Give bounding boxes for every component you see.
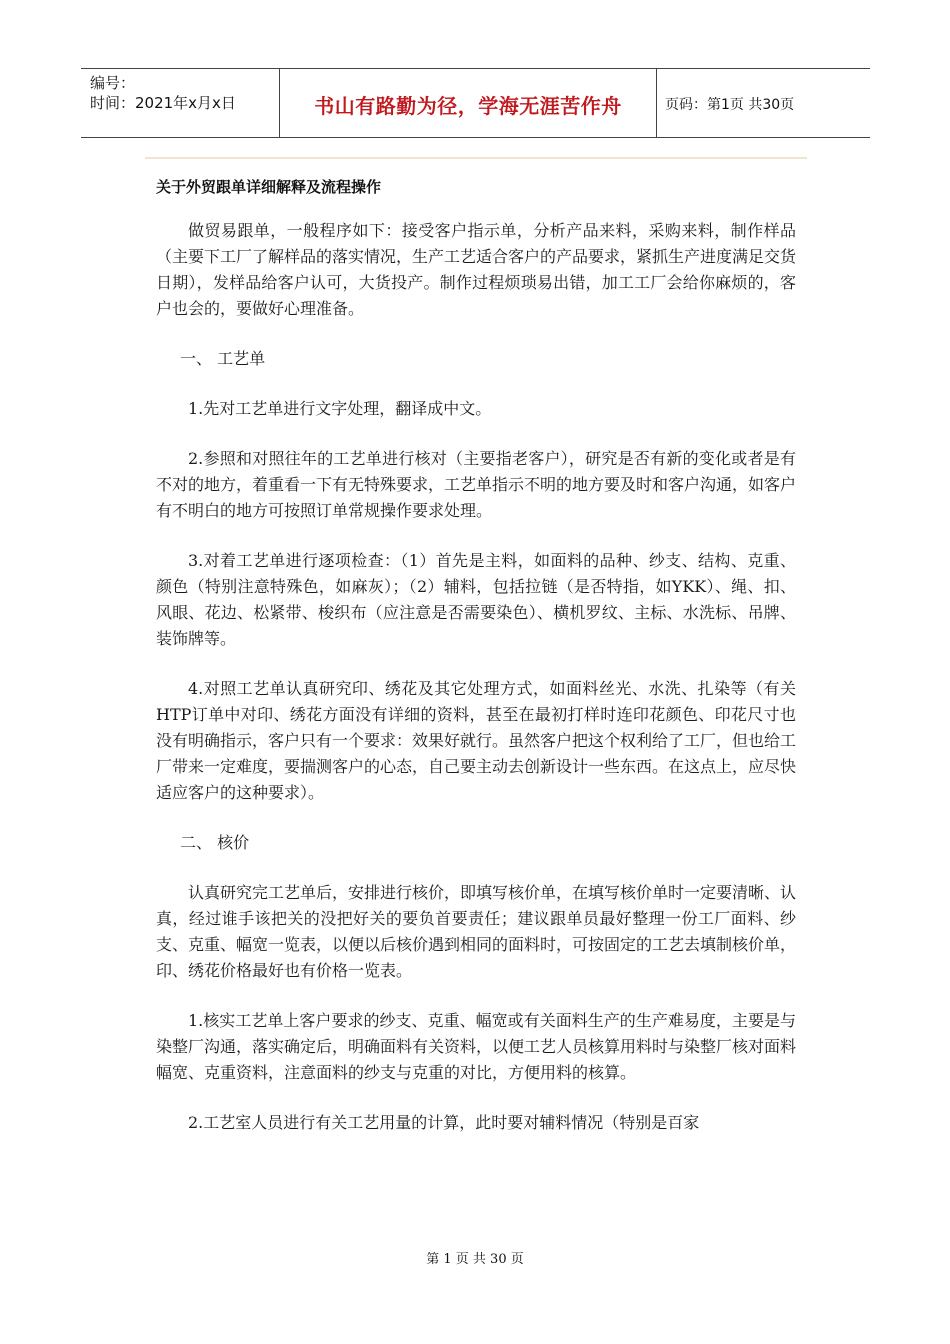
section2-item-1: 1.核实工艺单上客户要求的纱支、克重、幅宽或有关面料生产的生产难易度，主要是与染整厂沟通，落实确定后，明确面料有关资料，以便工艺人员核算用料时与染整厂核对面料幅宽、克重资料，注意面料的纱支与克重的对比，方便用料的核算。 [156,1011,797,1082]
page-footer: 第 1 页 共 30 页 [426,1252,524,1267]
time-label: 时间：2021年x月x日 [90,94,236,112]
section2-intro: 认真研究完工艺单后，安排进行核价，即填写核价单，在填写核价单时一定要清晰、认真，经过谁手该把关的没把好关的要负首要责任；建议跟单员最好整理一份工厂面料、纱支、克重、幅宽一览表，以便以后核价遇到相同的面料时，可按固定的工艺去填制核价单，印、绣花价格最好也有价格一览表。 [156,883,797,980]
section1-item-2: 2.参照和对照往年的工艺单进行核对（主要指老客户），研究是否有新的变化或者是有不对的地方，着重看一下有无特殊要求，工艺单指示不明的地方要及时和客户沟通，如客户有不明白的地方可按照订单常规操作要求处理。 [156,449,797,520]
section1-item-4: 4.对照工艺单认真研究印、绣花及其它处理方式，如面料丝光、水洗、扎染等（有关HTP订单中对印、绣花方面没有详细的资料，甚至在最初打样时连印花颜色、印花尺寸也没有明确指示，客户只有一个要求：效果好就行。虽然客户把这个权利给了工厂，但也给工厂带来一定难度，要揣测客户的心态，自己要主动去创新设计一些东西。在这点上，应尽快适应客户的这种要求）。 [156,679,797,802]
section2-item-2: 2.工艺室人员进行有关工艺用量的计算，此时要对辅料情况（特别是百家 [188,1113,700,1132]
header-page-info: 页码：第1页 共30页 [665,97,795,113]
section1-item-1: 1.先对工艺单进行文字处理，翻译成中文。 [188,399,492,418]
document-body [156,218,796,1160]
document-title: 关于外贸跟单详细解释及流程操作 [156,178,382,196]
section-heading-1: 一、 工艺单 [180,349,266,368]
document-header [81,68,870,138]
header-motto: 书山有路勤为径，学海无涯苦作舟 [280,69,657,137]
header-meta [81,69,280,137]
header-divider [145,157,807,159]
section1-item-3: 3.对着工艺单进行逐项检查：（1）首先是主料，如面料的品种、纱支、结构、克重、颜色（特别注意特殊色，如麻灰）；（2）辅料，包括拉链（是否特指，如YKK）、绳、扣、风眼、花边、松紧带、梭织布（应注意是否需要染色）、横机罗纹、主标、水洗标、吊牌、装饰牌等。 [156,551,796,648]
section-heading-2: 二、 核价 [180,833,250,852]
number-label: 编号： [90,74,136,92]
intro-paragraph: 做贸易跟单，一般程序如下：接受客户指示单，分析产品来料，采购来料，制作样品（主要下工厂了解样品的落实情况，生产工艺适合客户的产品要求，紧抓生产进度满足交货日期），发样品给客户认可，大货投产。制作过程烦琐易出错，加工工厂会给你麻烦的，客户也会的，要做好心理准备。 [156,221,797,318]
